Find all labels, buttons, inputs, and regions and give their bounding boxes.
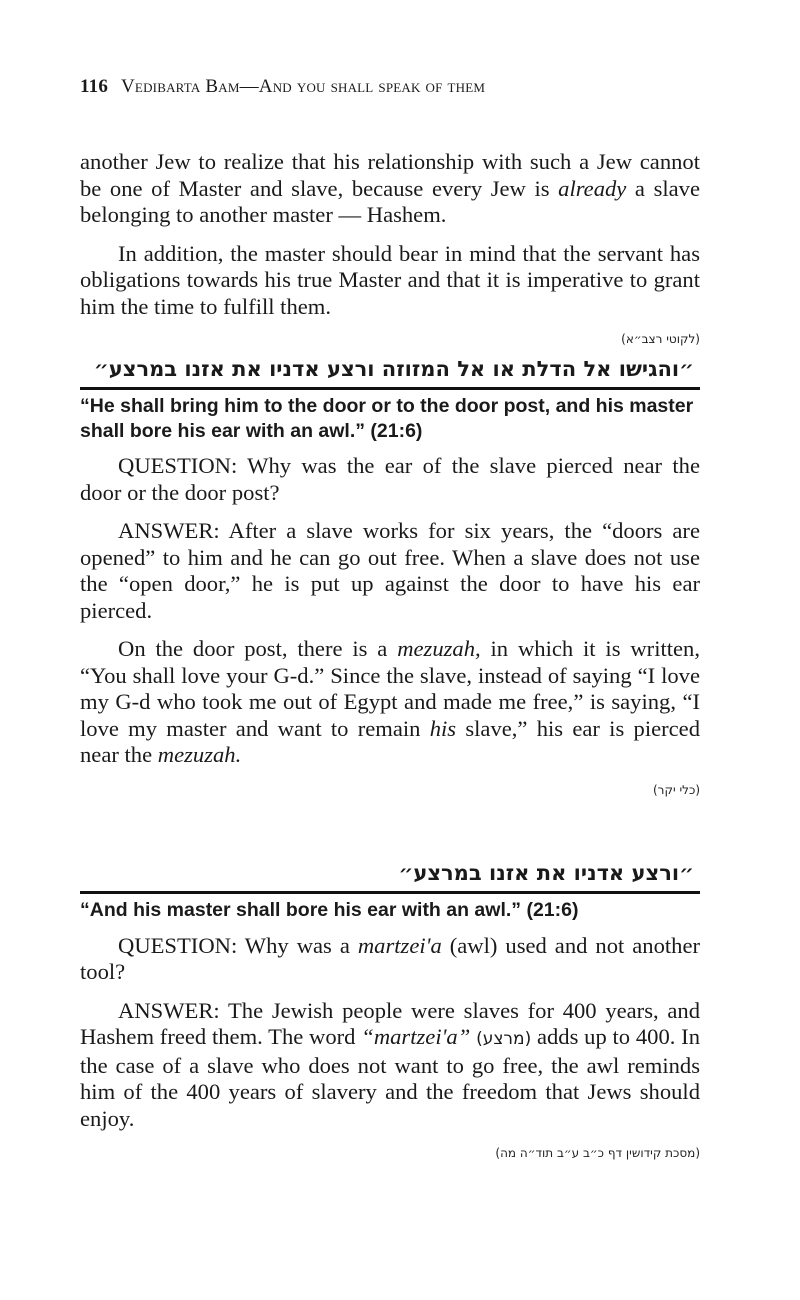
section-2-rule — [80, 891, 700, 894]
section-1-english-verse: “He shall bring him to the door or to the door post, and his master shall bore his ear with an awl.” (21:6) — [80, 395, 694, 442]
section-1 — [80, 357, 700, 797]
section-1-source: (כלי יקר) — [653, 782, 700, 797]
intro-paragraph-2: In addition, the master should bear in mind that the servant has obligations towards his true Master and that it is imperative to grant him the time to fulfill them. — [80, 240, 700, 319]
section-1-question: QUESTION: Why was the ear of the slave pierced near the door or the door post? — [80, 453, 700, 505]
section-2 — [80, 861, 700, 1160]
intro-paragraph-1: another Jew to realize that his relationship with such a Jew cannot be one of Master and slave, because every Jew is already a slave belonging to another master — Hashem. — [80, 149, 700, 227]
page-number: 116 — [80, 76, 109, 97]
section-2-answer: ANSWER: The Jewish people were slaves for 400 years, and Hashem freed them. The word “martzei'a” (מרצע) adds up to 400. In the case of a slave who does not want to go free, the awl reminds him of the 400 years of slavery and the freedom that Jews should enjoy. — [80, 997, 700, 1131]
section-2-english-verse: “And his master shall bore his ear with an awl.” (21:6) — [80, 899, 579, 921]
section-2-question: QUESTION: Why was a martzei'a (awl) used and not another tool? — [80, 932, 700, 984]
section-1-paragraph-3: On the door post, there is a mezuzah, in which it is written, “You shall love your G-d.” Since the slave, instead of saying “I love my G-d who took me out of Egypt and made me free,” is saying, “I love my master and want to remain his slave,” his ear is pierced near the mezuzah. — [80, 636, 701, 767]
intro-source: (לקוטי רצב״א) — [621, 332, 700, 346]
section-1-hebrew-verse: ״והגישו אל הדלת או אל המזוזה ורצע אדניו את אזנו במרצע״ — [93, 357, 694, 381]
section-1-answer: ANSWER: After a slave works for six years, the “doors are opened” to him and he can go out free. When a slave does not use the “open door,” he is put up against the door to have his ear pierced. — [80, 518, 700, 623]
book-title: Vedibarta Bam—And you shall speak of them — [121, 76, 486, 97]
running-head — [80, 76, 485, 98]
section-1-rule — [80, 387, 700, 390]
book-page — [80, 0, 700, 1300]
intro-block — [80, 149, 700, 346]
section-2-source: (מסכת קידושין דף כ״ב ע״ב תוד״ה מה) — [495, 1146, 700, 1160]
section-2-hebrew-verse: ״ורצע אדניו את אזנו במרצע״ — [398, 861, 694, 885]
